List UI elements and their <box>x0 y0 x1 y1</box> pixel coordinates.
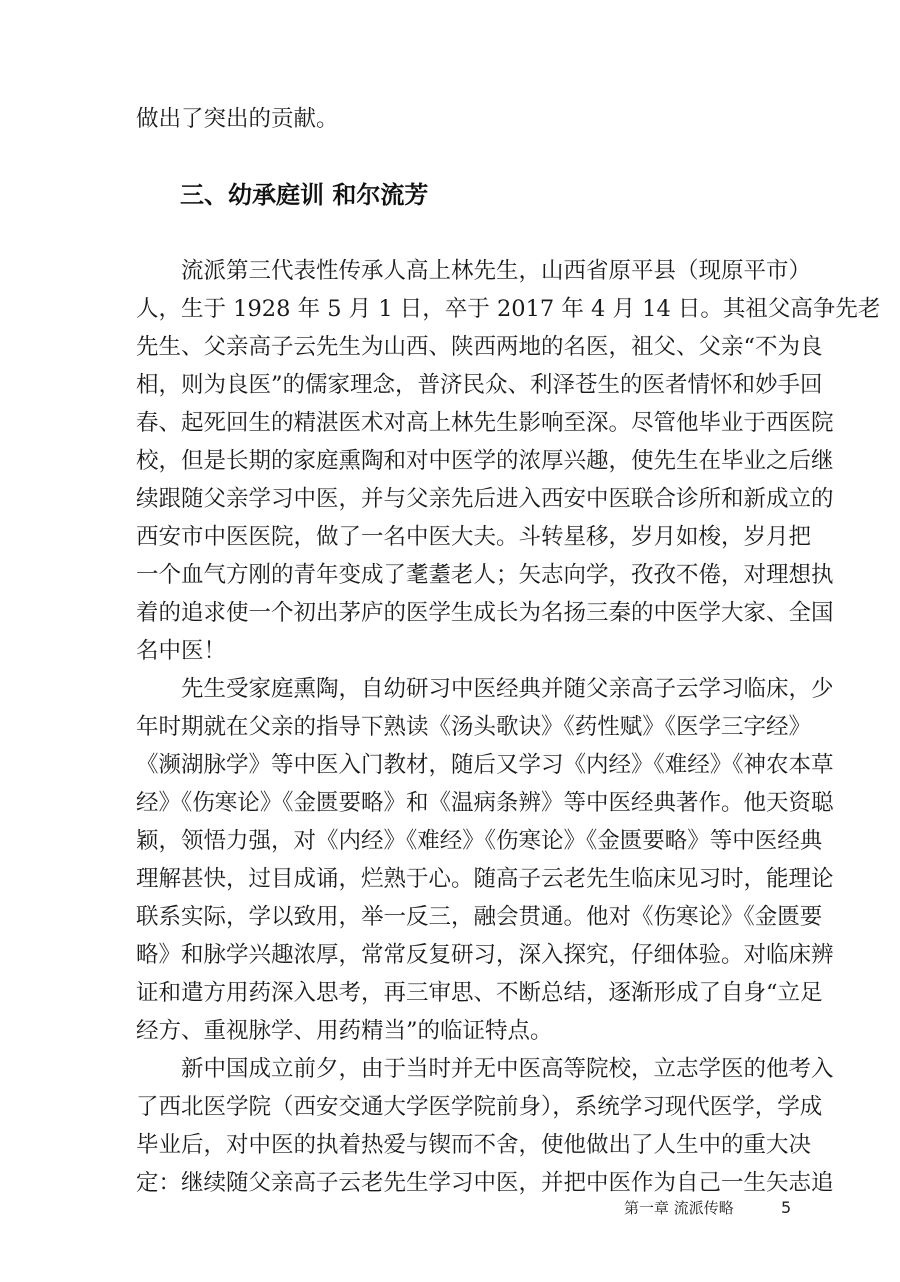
paragraph-line: 证和遣方用药深入思考，再三审思、不断总结，逐渐形成了自身“立足 <box>136 980 823 1006</box>
continued-paragraph <box>136 100 792 138</box>
paragraph-line: 校，但是长期的家庭熏陶和对中医学的浓厚兴趣，使先生在毕业之后继 <box>136 448 834 474</box>
paragraph-line: 新中国成立前夕，由于当时并无中医高等院校，立志学医的他考入 <box>181 1056 834 1082</box>
paragraph-line: 西安市中医医院，做了一名中医大夫。斗转星移，岁月如梭，岁月把 <box>136 524 812 550</box>
paragraph-line: 经方、重视脉学、用药精当”的临证特点。 <box>136 1018 553 1044</box>
section-heading: 三、幼承庭训 和尔流芳 <box>180 181 429 209</box>
page-number: 5 <box>781 1198 792 1217</box>
paragraph-line: 名中医！ <box>136 638 227 664</box>
paragraph-line: 人，生于 1928 年 5 月 1 日，卒于 2017 年 4 月 14 日。其祖父高争先老 <box>136 296 881 322</box>
paragraph-line: 先生、父亲高子云先生为山西、陕西两地的名医，祖父、父亲“不为良 <box>136 334 823 360</box>
paragraph-line: 理解甚快，过目成诵，烂熟于心。随高子云老先生临床见习时，能理论 <box>136 866 834 892</box>
paragraph-line: 联系实际，学以致用，举一反三，融会贯通。他对《伤寒论》《金匮要 <box>136 904 823 930</box>
paragraph-line: 颖，领悟力强，对《内经》《难经》《伤寒论》《金匮要略》等中医经典 <box>136 828 823 854</box>
paragraph-line: 先生受家庭熏陶，自幼研习中医经典并随父亲高子云学习临床，少 <box>181 676 834 702</box>
paragraph-line: 了西北医学院（西安交通大学医学院前身），系统学习现代医学，学成 <box>136 1094 823 1120</box>
paragraph-line: 定：继续随父亲高子云老先生学习中医，并把中医作为自己一生矢志追 <box>136 1170 834 1196</box>
paragraph-line: 经》《伤寒论》《金匮要略》和《温病条辨》等中医经典著作。他天资聪 <box>136 790 834 816</box>
paragraph-line: 年时期就在父亲的指导下熟读《汤头歌诀》《药性赋》《医学三字经》 <box>136 714 812 740</box>
paragraph-line: 毕业后，对中医的执着热爱与锲而不舍，使他做出了人生中的重大决 <box>136 1132 812 1158</box>
paragraph-line: 相，则为良医”的儒家理念，普济民众、利泽苍生的医者情怀和妙手回 <box>136 372 823 398</box>
paragraph-3 <box>136 1050 834 1202</box>
paragraph-line: 续跟随父亲学习中医，并与父亲先后进入西安中医联合诊所和新成立的 <box>136 486 834 512</box>
paragraph-1 <box>136 252 881 670</box>
paragraph-line: 略》和脉学兴趣浓厚，常常反复研习，深入探究，仔细体验。对临床辨 <box>136 942 834 968</box>
paragraph-line: 《濒湖脉学》等中医入门教材，随后又学习《内经》《难经》《神农本草 <box>136 752 834 778</box>
paragraph-line: 做出了突出的贡献。 <box>136 106 339 132</box>
paragraph-line: 着的追求使一个初出茅庐的医学生成长为名扬三秦的中医学大家、全国 <box>136 600 834 626</box>
running-footer-chapter: 第一章 流派传略 <box>624 1199 734 1217</box>
paragraph-2 <box>136 670 834 1050</box>
paragraph-line: 流派第三代表性传承人高上林先生，山西省原平县（现原平市） <box>181 258 812 284</box>
paragraph-line: 春、起死回生的精湛医术对高上林先生影响至深。尽管他毕业于西医院 <box>136 410 834 436</box>
paragraph-line: 一个血气方刚的青年变成了耄耋老人；矢志向学，孜孜不倦，对理想执 <box>136 562 834 588</box>
